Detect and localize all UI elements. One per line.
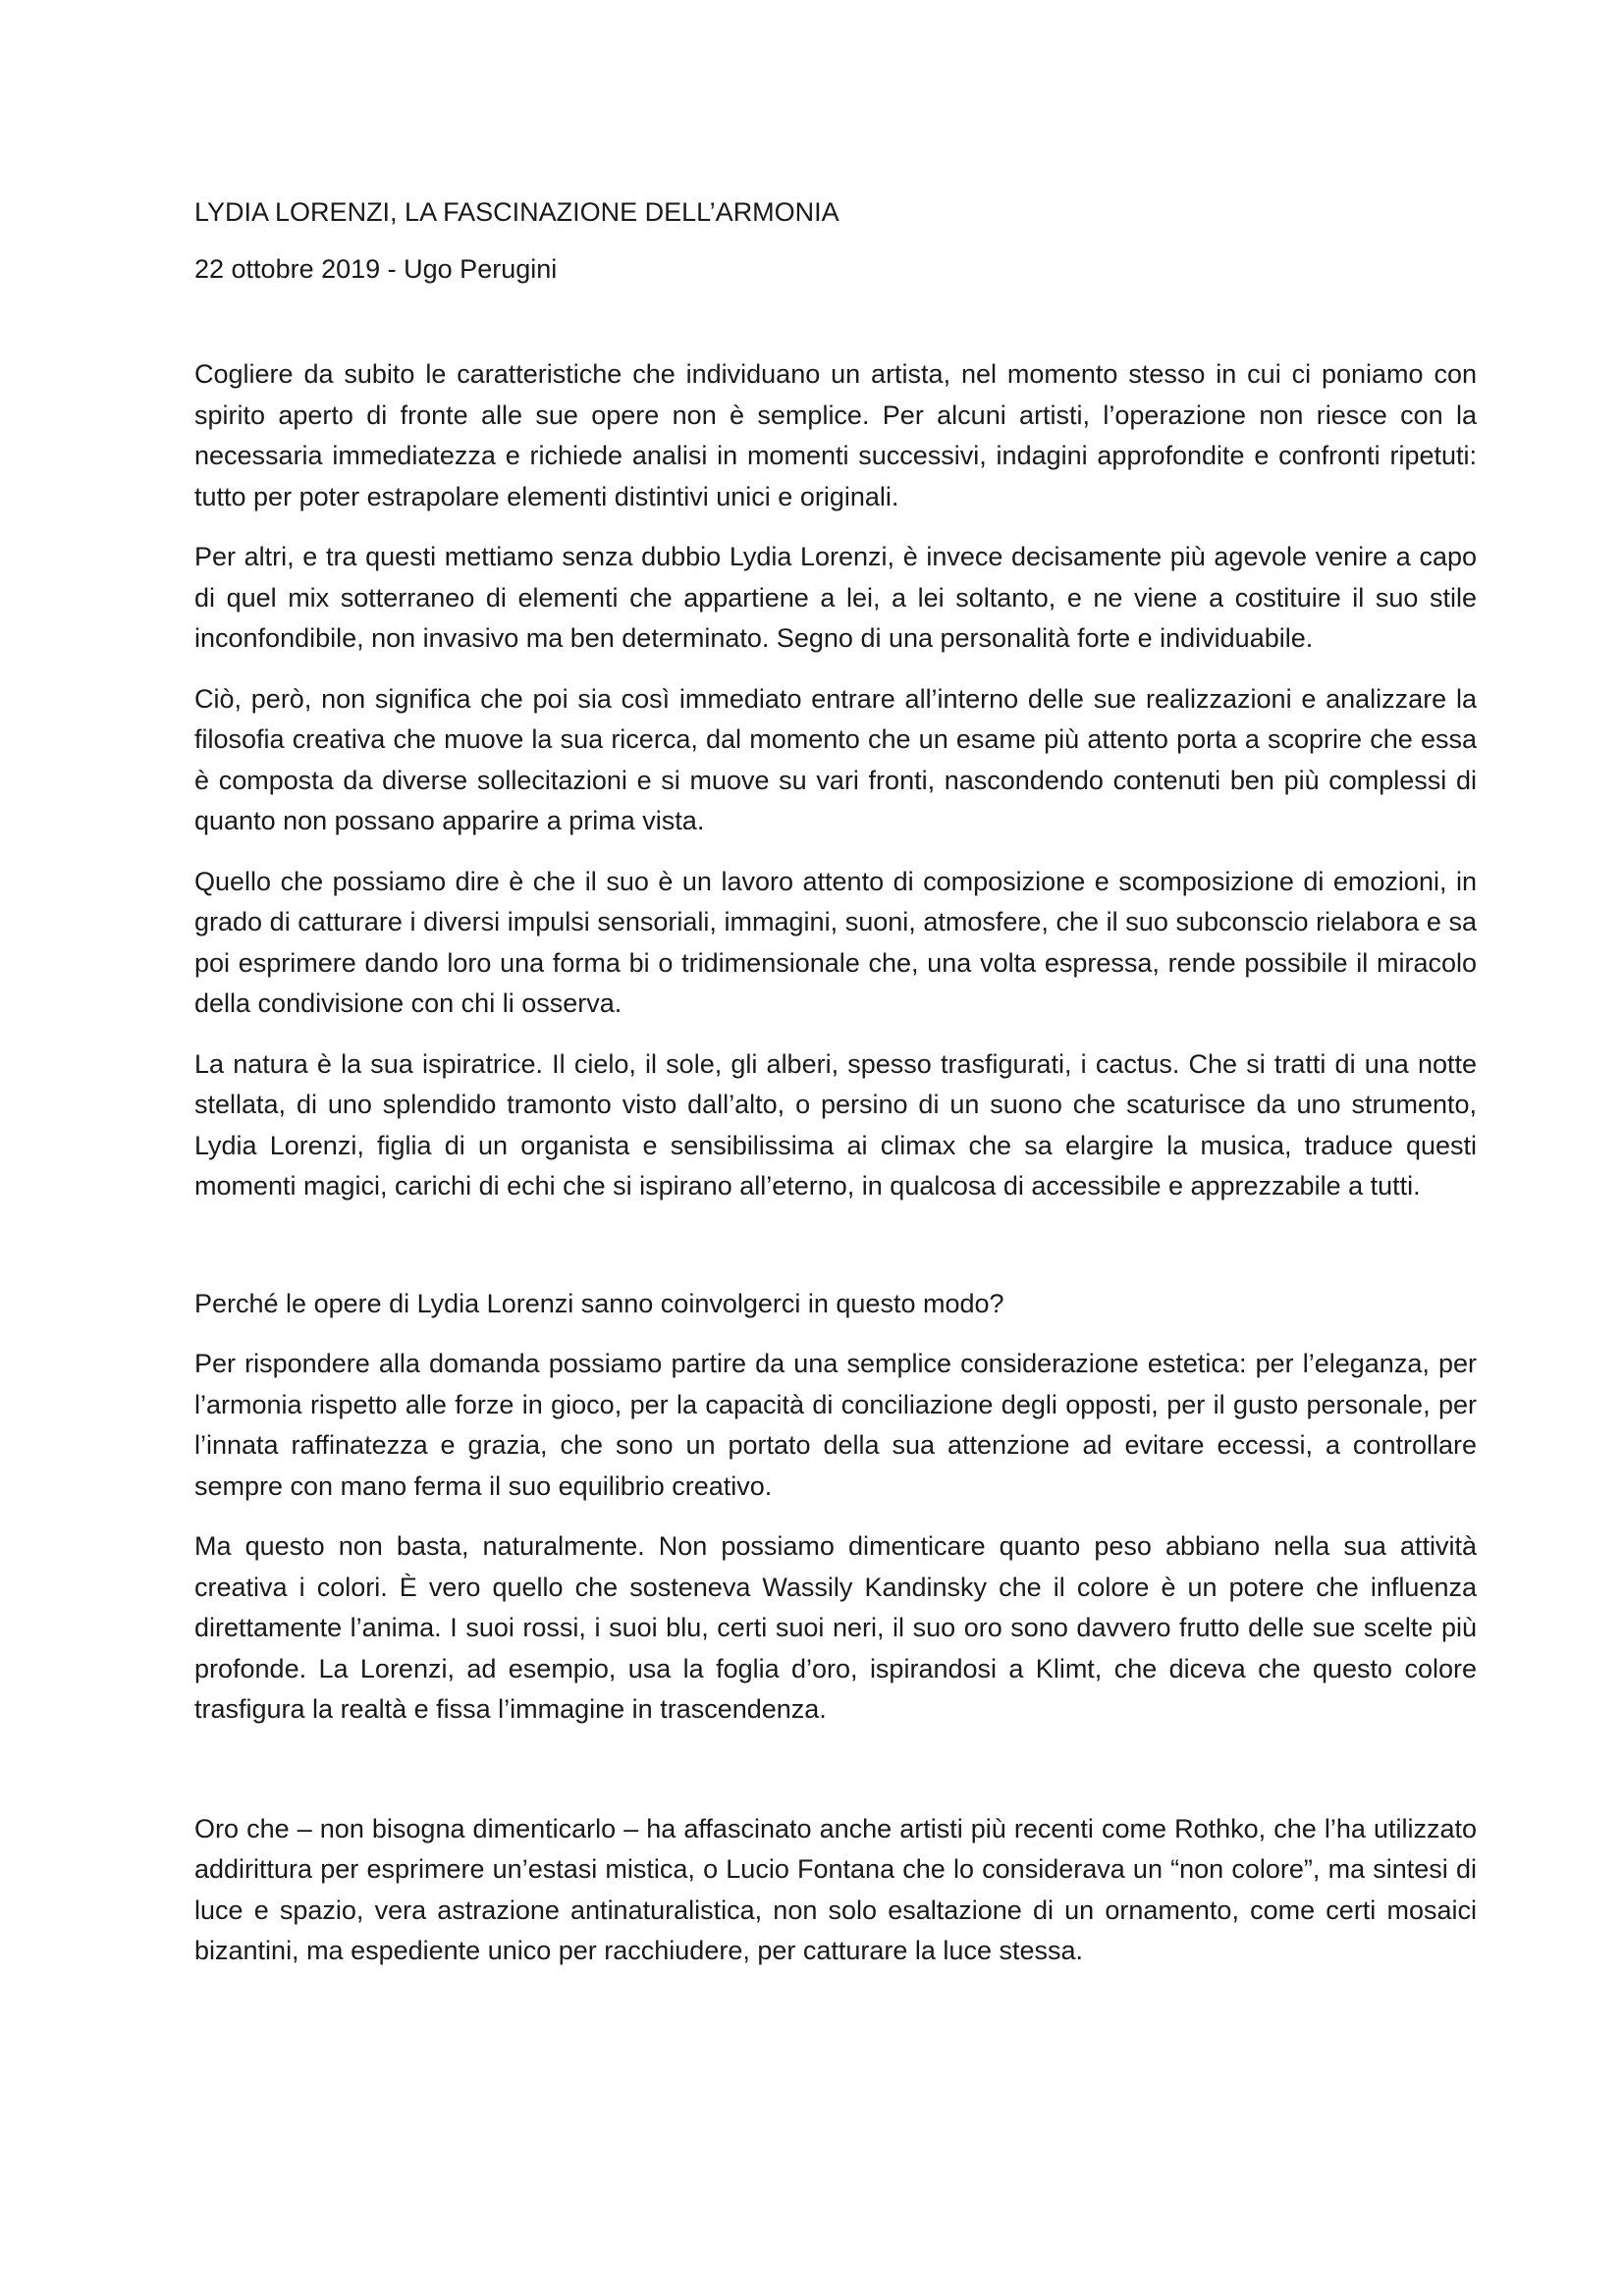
article-title: LYDIA LORENZI, LA FASCINAZIONE DELL’ARMONIA (194, 197, 839, 227)
paragraph: Cogliere da subito le caratteristiche che individuano un artista, nel momento stesso in cui ci poniamo con spirito aperto di fronte alle sue opere non è semplice. Per alcuni artisti, l’operazione non riesce con la necessaria immediatezza e richiede analisi in momenti successivi, indagini approfondite e confronti ripetuti: tutto per poter estrapolare elementi distintivi unici e originali. (194, 359, 1477, 511)
section-spacer (194, 1227, 1477, 1284)
paragraph: Oro che – non bisogna dimenticarlo – ha affascinato anche artisti più recenti come Rothko, che l’ha utilizzato addirittura per esprimere un’estasi mistica, o Lucio Fontana che lo considerava un “non colore”, ma sintesi di luce e spazio, vera astrazione antinaturalistica, non solo esaltazione di un ornamento, come certi mosaici bizantini, ma espediente unico per racchiudere, per catturare la luce stessa. (194, 1813, 1477, 1965)
article-byline: 22 ottobre 2019 - Ugo Perugini (194, 253, 558, 284)
section-question: Perché le opere di Lydia Lorenzi sanno coinvolgerci in questo modo? (194, 1288, 1004, 1318)
paragraph: La natura è la sua ispiratrice. Il cielo, il sole, gli alberi, spesso trasfigurati, i cactus. Che si tratti di una notte stellata, di uno splendido tramonto visto dall’alto, o persino di un suono che scaturisce da uno strumento, Lydia Lorenzi, figlia di un organista e sensibilissima ai climax che sa elargire la musica, traduce questi momenti magici, carichi di echi che si ispirano all’eterno, in qualcosa di accessibile e apprezzabile a tutti. (194, 1048, 1477, 1201)
paragraph: Per rispondere alla domanda possiamo partire da una semplice considerazione estetica: per l’eleganza, per l’armonia rispetto alle forze in gioco, per la capacità di conciliazione degli opposti, per il gusto personale, per l’innata raffinatezza e grazia, che sono un portato della sua attenzione ad evitare eccessi, a controllare sempre con mano ferma il suo equilibrio creativo. (194, 1349, 1477, 1501)
paragraph: Ciò, però, non significa che poi sia così immediato entrare all’interno delle sue realizzazioni e analizzare la filosofia creativa che muove la sua ricerca, dal momento che un esame più attento porta a scoprire che essa è composta da diverse sollecitazioni e si muove su vari fronti, nascondendo contenuti ben più complessi di quanto non possano apparire a prima vista. (194, 683, 1477, 835)
paragraph: Ma questo non basta, naturalmente. Non possiamo dimenticare quanto peso abbiano nella sua attività creativa i colori. È vero quello che sosteneva Wassily Kandinsky che il colore è un potere che influenza direttamente l’anima. I suoi rossi, i suoi blu, certi suoi neri, il suo oro sono davvero frutto delle sue scelte più profonde. La Lorenzi, ad esempio, usa la foglia d’oro, ispirandosi a Klimt, che diceva che questo colore trasfigura la realtà e fissa l’immagine in trascendenza. (194, 1531, 1477, 1724)
paragraph: Per altri, e tra questi mettiamo senza dubbio Lydia Lorenzi, è invece decisamente più agevole venire a capo di quel mix sotterraneo di elementi che appartiene a lei, a lei soltanto, e ne viene a costituire il suo stile inconfondibile, non invasivo ma ben determinato. Segno di una personalità forte e individuabile. (194, 542, 1477, 653)
article-body (194, 192, 1477, 1992)
section-spacer (194, 1750, 1477, 1809)
paragraph: Quello che possiamo dire è che il suo è un lavoro attento di composizione e scomposizione di emozioni, in grado di catturare i diversi impulsi sensoriali, immagini, suoni, atmosfere, che il suo subconscio rielabora e sa poi esprimere dando loro una forma bi o tridimensionale che, una volta espressa, rende possibile il miracolo della condivisione con chi li osserva. (194, 866, 1477, 1018)
